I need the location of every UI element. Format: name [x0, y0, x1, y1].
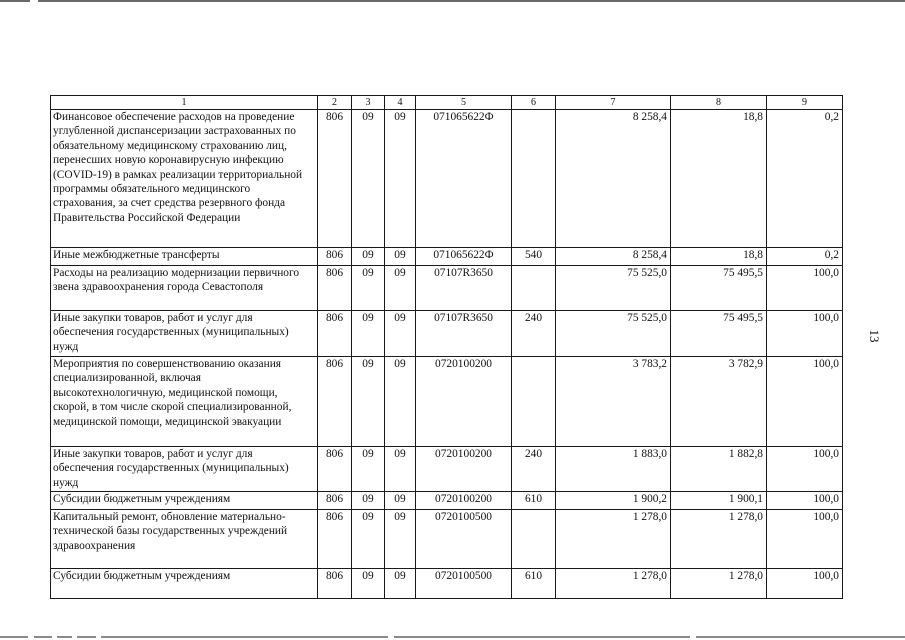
grbs-cell: 806 [318, 311, 352, 357]
expense-name-cell: Финансовое обеспечение расходов на проведение углубленной диспансеризации застрахованных по обязательному медицинскому страхованию лиц, перенесших новую коронавирусную инфекцию (COVID-19) в рамках реализации территориальной программы обязательного медицинского страхования, за счет средства резервного фонда Правительства Российской Федерации [51, 110, 318, 248]
grbs-cell: 806 [318, 492, 352, 510]
section-cell: 09 [352, 357, 385, 447]
header-cell: 3 [352, 96, 385, 110]
target-article-cell: 071065622Ф [416, 110, 512, 248]
expense-name-cell: Расходы на реализацию модернизации первичного звена здравоохранения города Севастополя [51, 266, 318, 311]
section-cell: 09 [352, 110, 385, 248]
expense-type-cell: 610 [512, 492, 556, 510]
grbs-cell: 806 [318, 510, 352, 569]
percent-cell: 100,0 [767, 311, 843, 357]
section-cell: 09 [352, 266, 385, 311]
subsection-cell: 09 [385, 266, 416, 311]
grbs-cell: 806 [318, 447, 352, 492]
scan-edge-gap [30, 0, 38, 2]
table-row [51, 110, 843, 248]
expense-type-cell: 540 [512, 248, 556, 266]
section-cell: 09 [352, 492, 385, 510]
budget-table [50, 95, 843, 599]
actual-amount-cell: 18,8 [671, 248, 767, 266]
plan-amount-cell: 1 278,0 [556, 510, 671, 569]
plan-amount-cell: 1 900,2 [556, 492, 671, 510]
table-row [51, 248, 843, 266]
target-article-cell: 07107R3650 [416, 266, 512, 311]
table-row [51, 447, 843, 492]
percent-cell: 100,0 [767, 569, 843, 599]
percent-cell: 0,2 [767, 248, 843, 266]
section-cell: 09 [352, 569, 385, 599]
header-cell: 2 [318, 96, 352, 110]
percent-cell: 100,0 [767, 510, 843, 569]
header-cell: 4 [385, 96, 416, 110]
percent-cell: 100,0 [767, 357, 843, 447]
percent-cell: 100,0 [767, 266, 843, 311]
plan-amount-cell: 1 883,0 [556, 447, 671, 492]
grbs-cell: 806 [318, 357, 352, 447]
expense-name-cell: Капитальный ремонт, обновление материально-технической базы государственных учреждений здравоохранения [51, 510, 318, 569]
subsection-cell: 09 [385, 357, 416, 447]
expense-name-cell: Субсидии бюджетным учреждениям [51, 492, 318, 510]
table-header-row [51, 96, 843, 110]
plan-amount-cell: 8 258,4 [556, 110, 671, 248]
header-cell: 7 [556, 96, 671, 110]
plan-amount-cell: 75 525,0 [556, 266, 671, 311]
page-number: 13 [867, 329, 882, 343]
table-row [51, 357, 843, 447]
target-article-cell: 071065622Ф [416, 248, 512, 266]
plan-amount-cell: 75 525,0 [556, 311, 671, 357]
table-row [51, 311, 843, 357]
actual-amount-cell: 75 495,5 [671, 266, 767, 311]
actual-amount-cell: 3 782,9 [671, 357, 767, 447]
actual-amount-cell: 1 882,8 [671, 447, 767, 492]
expense-name-cell: Мероприятия по совершенствованию оказания специализированной, включая высокотехнологичную, медицинской помощи, скорой, в том числе скорой специализированной, медицинской помощи, медицинской эвакуации [51, 357, 318, 447]
subsection-cell: 09 [385, 569, 416, 599]
expense-type-cell [512, 357, 556, 447]
actual-amount-cell: 18,8 [671, 110, 767, 248]
expense-type-cell [512, 510, 556, 569]
section-cell: 09 [352, 510, 385, 569]
percent-cell: 100,0 [767, 492, 843, 510]
subsection-cell: 09 [385, 510, 416, 569]
plan-amount-cell: 1 278,0 [556, 569, 671, 599]
plan-amount-cell: 3 783,2 [556, 357, 671, 447]
section-cell: 09 [352, 447, 385, 492]
grbs-cell: 806 [318, 569, 352, 599]
percent-cell: 0,2 [767, 110, 843, 248]
subsection-cell: 09 [385, 110, 416, 248]
scan-edge-bottom [0, 636, 905, 638]
table-row [51, 569, 843, 599]
subsection-cell: 09 [385, 311, 416, 357]
subsection-cell: 09 [385, 447, 416, 492]
target-article-cell: 0720100200 [416, 492, 512, 510]
actual-amount-cell: 75 495,5 [671, 311, 767, 357]
scan-edge-top [0, 0, 905, 2]
actual-amount-cell: 1 278,0 [671, 510, 767, 569]
header-cell: 5 [416, 96, 512, 110]
percent-cell: 100,0 [767, 447, 843, 492]
section-cell: 09 [352, 248, 385, 266]
grbs-cell: 806 [318, 248, 352, 266]
table-row [51, 510, 843, 569]
actual-amount-cell: 1 900,1 [671, 492, 767, 510]
table-row [51, 492, 843, 510]
target-article-cell: 0720100500 [416, 569, 512, 599]
expense-type-cell [512, 266, 556, 311]
grbs-cell: 806 [318, 110, 352, 248]
target-article-cell: 07107R3650 [416, 311, 512, 357]
header-cell: 1 [51, 96, 318, 110]
grbs-cell: 806 [318, 266, 352, 311]
expense-type-cell: 610 [512, 569, 556, 599]
plan-amount-cell: 8 258,4 [556, 248, 671, 266]
table-row [51, 266, 843, 311]
subsection-cell: 09 [385, 492, 416, 510]
expense-name-cell: Иные межбюджетные трансферты [51, 248, 318, 266]
target-article-cell: 0720100500 [416, 510, 512, 569]
subsection-cell: 09 [385, 248, 416, 266]
header-cell: 9 [767, 96, 843, 110]
header-cell: 8 [671, 96, 767, 110]
expense-name-cell: Иные закупки товаров, работ и услуг для обеспечения государственных (муниципальных) нужд [51, 311, 318, 357]
target-article-cell: 0720100200 [416, 357, 512, 447]
actual-amount-cell: 1 278,0 [671, 569, 767, 599]
expense-name-cell: Иные закупки товаров, работ и услуг для обеспечения государственных (муниципальных) нужд [51, 447, 318, 492]
target-article-cell: 0720100200 [416, 447, 512, 492]
expense-type-cell [512, 110, 556, 248]
header-cell: 6 [512, 96, 556, 110]
expense-type-cell: 240 [512, 311, 556, 357]
expense-name-cell: Субсидии бюджетным учреждениям [51, 569, 318, 599]
section-cell: 09 [352, 311, 385, 357]
expense-type-cell: 240 [512, 447, 556, 492]
